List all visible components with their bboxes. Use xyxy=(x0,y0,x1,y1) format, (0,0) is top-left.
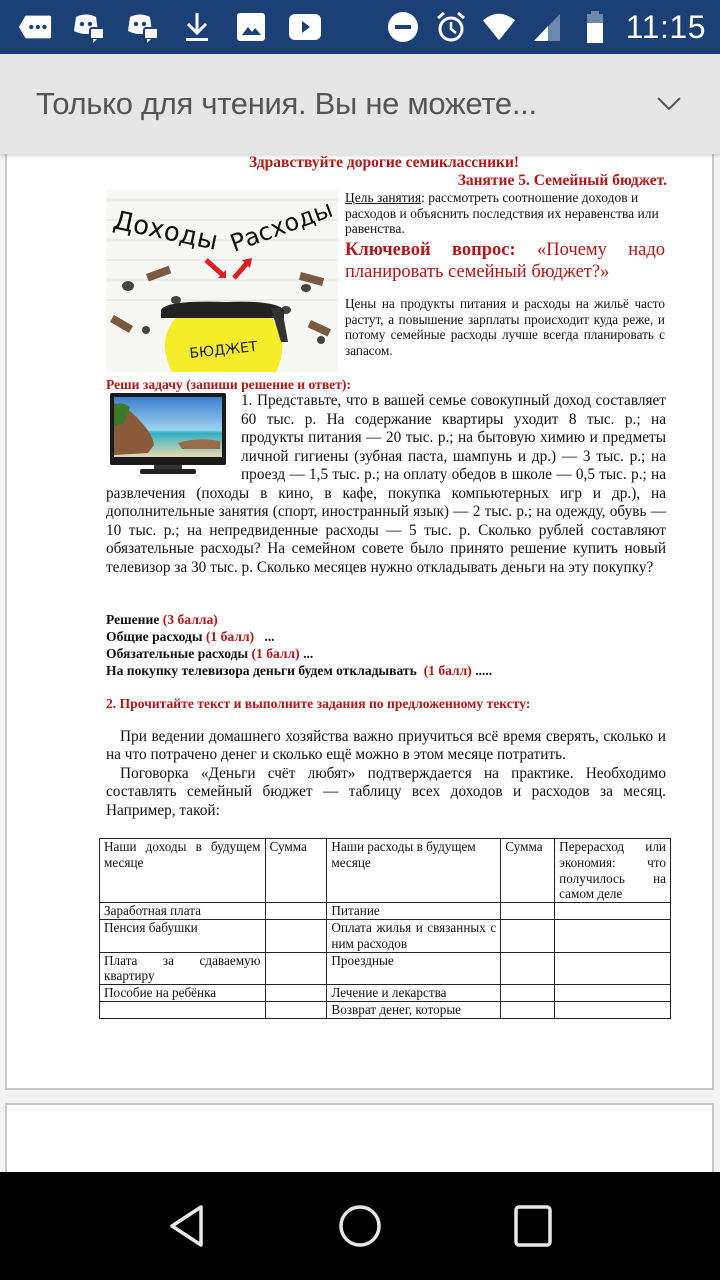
table-row xyxy=(100,903,671,920)
key-question-label: Ключевой вопрос: xyxy=(345,240,516,260)
table-cell: Плата за сдаваемую квартиру xyxy=(100,952,266,985)
svg-text:Расходы: Расходы xyxy=(226,194,337,258)
table-cell xyxy=(265,985,327,1002)
alarm-icon xyxy=(434,10,468,44)
discord-notification-icon xyxy=(126,10,160,44)
battery-icon xyxy=(578,10,612,44)
greeting-heading: Здравствуйте дорогие семиклассники! xyxy=(248,154,520,171)
answer-line-tv-savings: На покупку телевизора деньги будем откладывать (1 балл) ..... xyxy=(106,663,493,678)
table-cell: Лечение и лекарства xyxy=(327,985,501,1002)
table-row xyxy=(100,952,671,985)
table-cell xyxy=(501,985,555,1002)
answer-line-mandatory-expenses: Обязательные расходы (1 балл) ... xyxy=(106,646,314,661)
table-header-row xyxy=(100,839,671,903)
key-question-text: «Почему надо планировать семейный бюджет?» xyxy=(345,240,665,282)
do-not-disturb-icon xyxy=(386,10,420,44)
header-sum: Сумма xyxy=(501,839,555,903)
table-cell: Пенсия бабушки xyxy=(100,919,266,952)
paragraph: Поговорка «Деньги счёт любят» подтверждается на практике. Необходимо составлять семейный бюджет — таблицу всех доходов и расходов за месяц. Например, такой: xyxy=(106,764,666,819)
lesson-title: Занятие 5. Семейный бюджет. xyxy=(457,172,667,189)
message-icon xyxy=(18,10,52,44)
navigation-bar xyxy=(0,1172,720,1280)
wifi-icon xyxy=(482,10,516,44)
notification-icons xyxy=(18,10,322,44)
table-cell: Оплата жилья и связанных с ним расходов xyxy=(327,919,501,952)
back-icon[interactable] xyxy=(157,1196,217,1256)
tv-illustration xyxy=(108,393,232,477)
svg-text:БЮДЖЕТ: БЮДЖЕТ xyxy=(188,338,259,362)
table-cell: Возврат денег, которые xyxy=(327,1001,501,1018)
table-cell: Питание xyxy=(327,903,501,920)
goal-label: Цель занятия xyxy=(345,190,422,205)
key-question xyxy=(345,239,665,283)
discord-notification-icon xyxy=(72,10,106,44)
answer-line-solution: Решение (3 балла) xyxy=(106,612,218,627)
table-cell xyxy=(265,952,327,985)
budget-illustration xyxy=(106,190,338,372)
home-icon[interactable] xyxy=(330,1196,390,1256)
lesson-goal xyxy=(345,190,665,237)
signal-icon xyxy=(530,10,564,44)
table-cell xyxy=(100,1001,266,1018)
table-cell xyxy=(555,1001,671,1018)
table-row xyxy=(100,919,671,952)
table-cell: Заработная плата xyxy=(100,903,266,920)
table-cell xyxy=(555,903,671,920)
table-cell xyxy=(501,919,555,952)
table-cell xyxy=(265,919,327,952)
table-cell xyxy=(555,985,671,1002)
intro-note: Цены на продукты питания и расходы на жильё часто растут, а повышение зарплаты происходит куда реже, и потому семейные расходы лучше всегда планировать с запасом. xyxy=(345,296,665,359)
status-bar xyxy=(0,0,720,54)
table-cell xyxy=(555,919,671,952)
read-only-banner[interactable] xyxy=(0,54,720,154)
image-icon xyxy=(234,10,268,44)
table-row xyxy=(100,1001,671,1018)
task-1-body: 1. Представьте, что в вашей семье совокупный доход составляет 60 тыс. р. На содержание квартиры уходит 8 тыс. р.; на продукты питания — 20 тыс. р.; на бытовую химию и предметы личной гигиены (зубная паста, шампунь и др.) — 3 тыс. р.; на проезд — 1,5 тыс. р.; на оплату обедов в школе — 0,5 тыс. р.; на развлечения (походы в кино, в кафе, покупка компьютерных игр и др.), на дополнительные занятия (спорт, иностранный язык) — 2 тыс. р.; на одежду, обувь — 10 тыс. р.; на непредвиденные расходы — 5 тыс. р. Сколько рублей составляют обязательные расходы? На семейном совете было принято решение купить новый телевизор за 30 тыс. р. Сколько месяцев нужно откладывать деньги на эту покупку? xyxy=(106,392,666,576)
table-cell: Проездные xyxy=(327,952,501,985)
table-cell xyxy=(501,952,555,985)
goal-text: : рассмотреть соотношение доходов и расходов и объяснить последствия их неравенства или равенства. xyxy=(345,190,659,236)
task-heading: Реши задачу (запиши решение и ответ): xyxy=(106,377,351,392)
table-cell xyxy=(265,1001,327,1018)
table-cell xyxy=(265,903,327,920)
answer-section xyxy=(106,611,492,679)
svg-text:Доходы: Доходы xyxy=(110,205,221,257)
paragraph: При ведении домашнего хозяйства важно приучиться всё время сверять, сколько и на что потрачено денег и сколько ещё можно в этом месяце потратить. xyxy=(106,728,666,764)
answer-line-total-expenses: Общие расходы (1 балл) ... xyxy=(106,629,275,644)
table-cell xyxy=(501,1001,555,1018)
table-cell xyxy=(555,952,671,985)
task-2-heading: 2. Прочитайте текст и выполните задания по предложенному тексту: xyxy=(106,696,531,711)
system-icons xyxy=(386,9,706,46)
header-income: Наши доходы в будущем месяце xyxy=(100,839,266,903)
youtube-icon xyxy=(288,10,322,44)
header-overspend: Перерасход или экономия: что получилось на самом деле xyxy=(555,839,671,903)
table-cell: Пособие на ребёнка xyxy=(100,985,266,1002)
task-2-text xyxy=(106,728,666,820)
table-row xyxy=(100,985,671,1002)
budget-table xyxy=(99,838,671,1019)
recents-icon[interactable] xyxy=(503,1196,563,1256)
download-icon xyxy=(180,10,214,44)
header-sum: Сумма xyxy=(265,839,327,903)
read-only-message: Только для чтения. Вы не можете... xyxy=(36,86,537,121)
header-expenses: Наши расходы в будущем месяце xyxy=(327,839,501,903)
clock-time: 11:15 xyxy=(625,8,706,45)
table-cell xyxy=(501,903,555,920)
chevron-down-icon[interactable] xyxy=(654,89,684,119)
